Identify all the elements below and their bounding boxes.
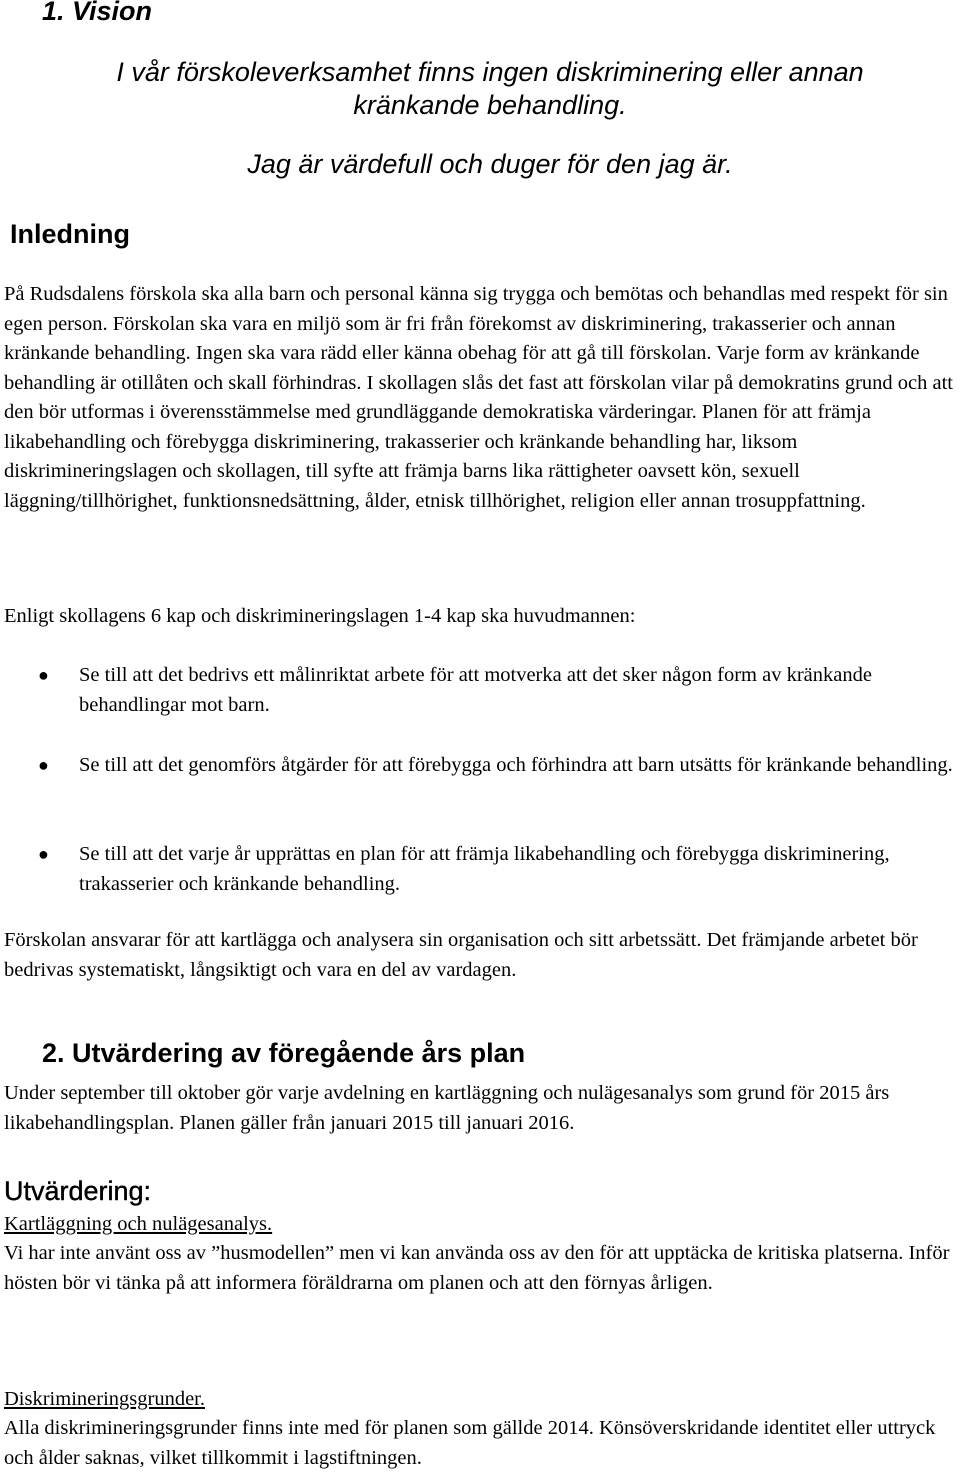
vision-statement: [60, 56, 920, 122]
bullet-icon: ●: [38, 665, 49, 685]
bullet-text: Se till att det bedrivs ett målinriktat arbete för att motverka att det sker någon form av kränkande behandlingar mot barn.: [79, 664, 872, 716]
section-1-heading: 1. Vision: [42, 0, 153, 26]
inledning-paragraph: På Rudsdalens förskola ska alla barn och personal känna sig trygga och bemötas och behandlas med respekt för sin egen person. Förskolan ska vara en miljö som är fri från förekomst av diskriminering, trakasserier och annan kränkande behandling. Ingen ska vara rädd eller känna obehag för att gå till förskolan. Varje form av kränkande behandling är otillåten och skall förhindras. I skollagen slås det fast att förskolan vilar på demokratins grund och att den bör utformas i överensstämmelse med grundläggande demokratiska värderingar. Planen för att främja likabehandling och förebygga diskriminering, trakasserier och kränkande behandling har, liksom diskrimineringslagen och skollagen, till syfte att främja barns lika rättigheter oavsett kön, sexuell läggning/tillhörighet, funktionsnedsättning, ålder, etnisk tillhörighet, religion eller annan trosuppfattning.: [4, 283, 954, 512]
section-2-paragraph: Under september till oktober gör varje avdelning en kartläggning och nulägesanalys som grund för 2015 års likabehandlingsplan. Planen gäller från januari 2015 till januari 2016.: [4, 1082, 890, 1134]
bullet-icon: ●: [38, 755, 49, 775]
closing-paragraph: Förskolan ansvarar för att kartlägga och analysera sin organisation och sitt arbetssätt. Det främjande arbetet bör bedrivas systematiskt, långsiktigt och vara en del av vardagen.: [4, 929, 918, 981]
kartlaggning-title: Kartläggning och nulägesanalys.: [4, 1213, 273, 1235]
utvardering-heading: Utvärdering:: [4, 1176, 152, 1206]
vision-line-2: kränkande behandling.: [353, 90, 627, 120]
diskrimineringsgrunder-text: Alla diskrimineringsgrunder finns inte med för planen som gällde 2014. Könsöverskridande identitet eller uttryck och ålder saknas, vilket tillkommit i lagstiftningen.: [4, 1417, 936, 1469]
bullet-text: Se till att det genomförs åtgärder för att förebygga och förhindra att barn utsätts för kränkande behandling.: [79, 754, 953, 776]
bullet-text: Se till att det varje år upprättas en plan för att främja likabehandling och förebygga diskriminering, trakasserier och kränkande behandling.: [79, 843, 890, 895]
diskrimineringsgrunder-title: Diskrimineringsgrunder.: [4, 1388, 205, 1410]
section-2-heading: 2. Utvärdering av föregående års plan: [42, 1038, 526, 1068]
vision-line-3: Jag är värdefull och duger för den jag är.: [247, 149, 733, 179]
law-lead-text: Enligt skollagens 6 kap och diskrimineringslagen 1-4 kap ska huvudmannen:: [4, 605, 636, 627]
bullet-icon: ●: [38, 844, 49, 864]
kartlaggning-text: Vi har inte använt oss av ”husmodellen” men vi kan använda oss av den för att upptäcka de kritiska platserna. Inför hösten bör vi tänka på att informera föräldrarna om planen och att den förnyas årligen.: [4, 1242, 950, 1294]
vision-line-1: I vår förskoleverksamhet finns ingen diskriminering eller annan: [116, 57, 864, 87]
inledning-heading: Inledning: [10, 219, 130, 249]
